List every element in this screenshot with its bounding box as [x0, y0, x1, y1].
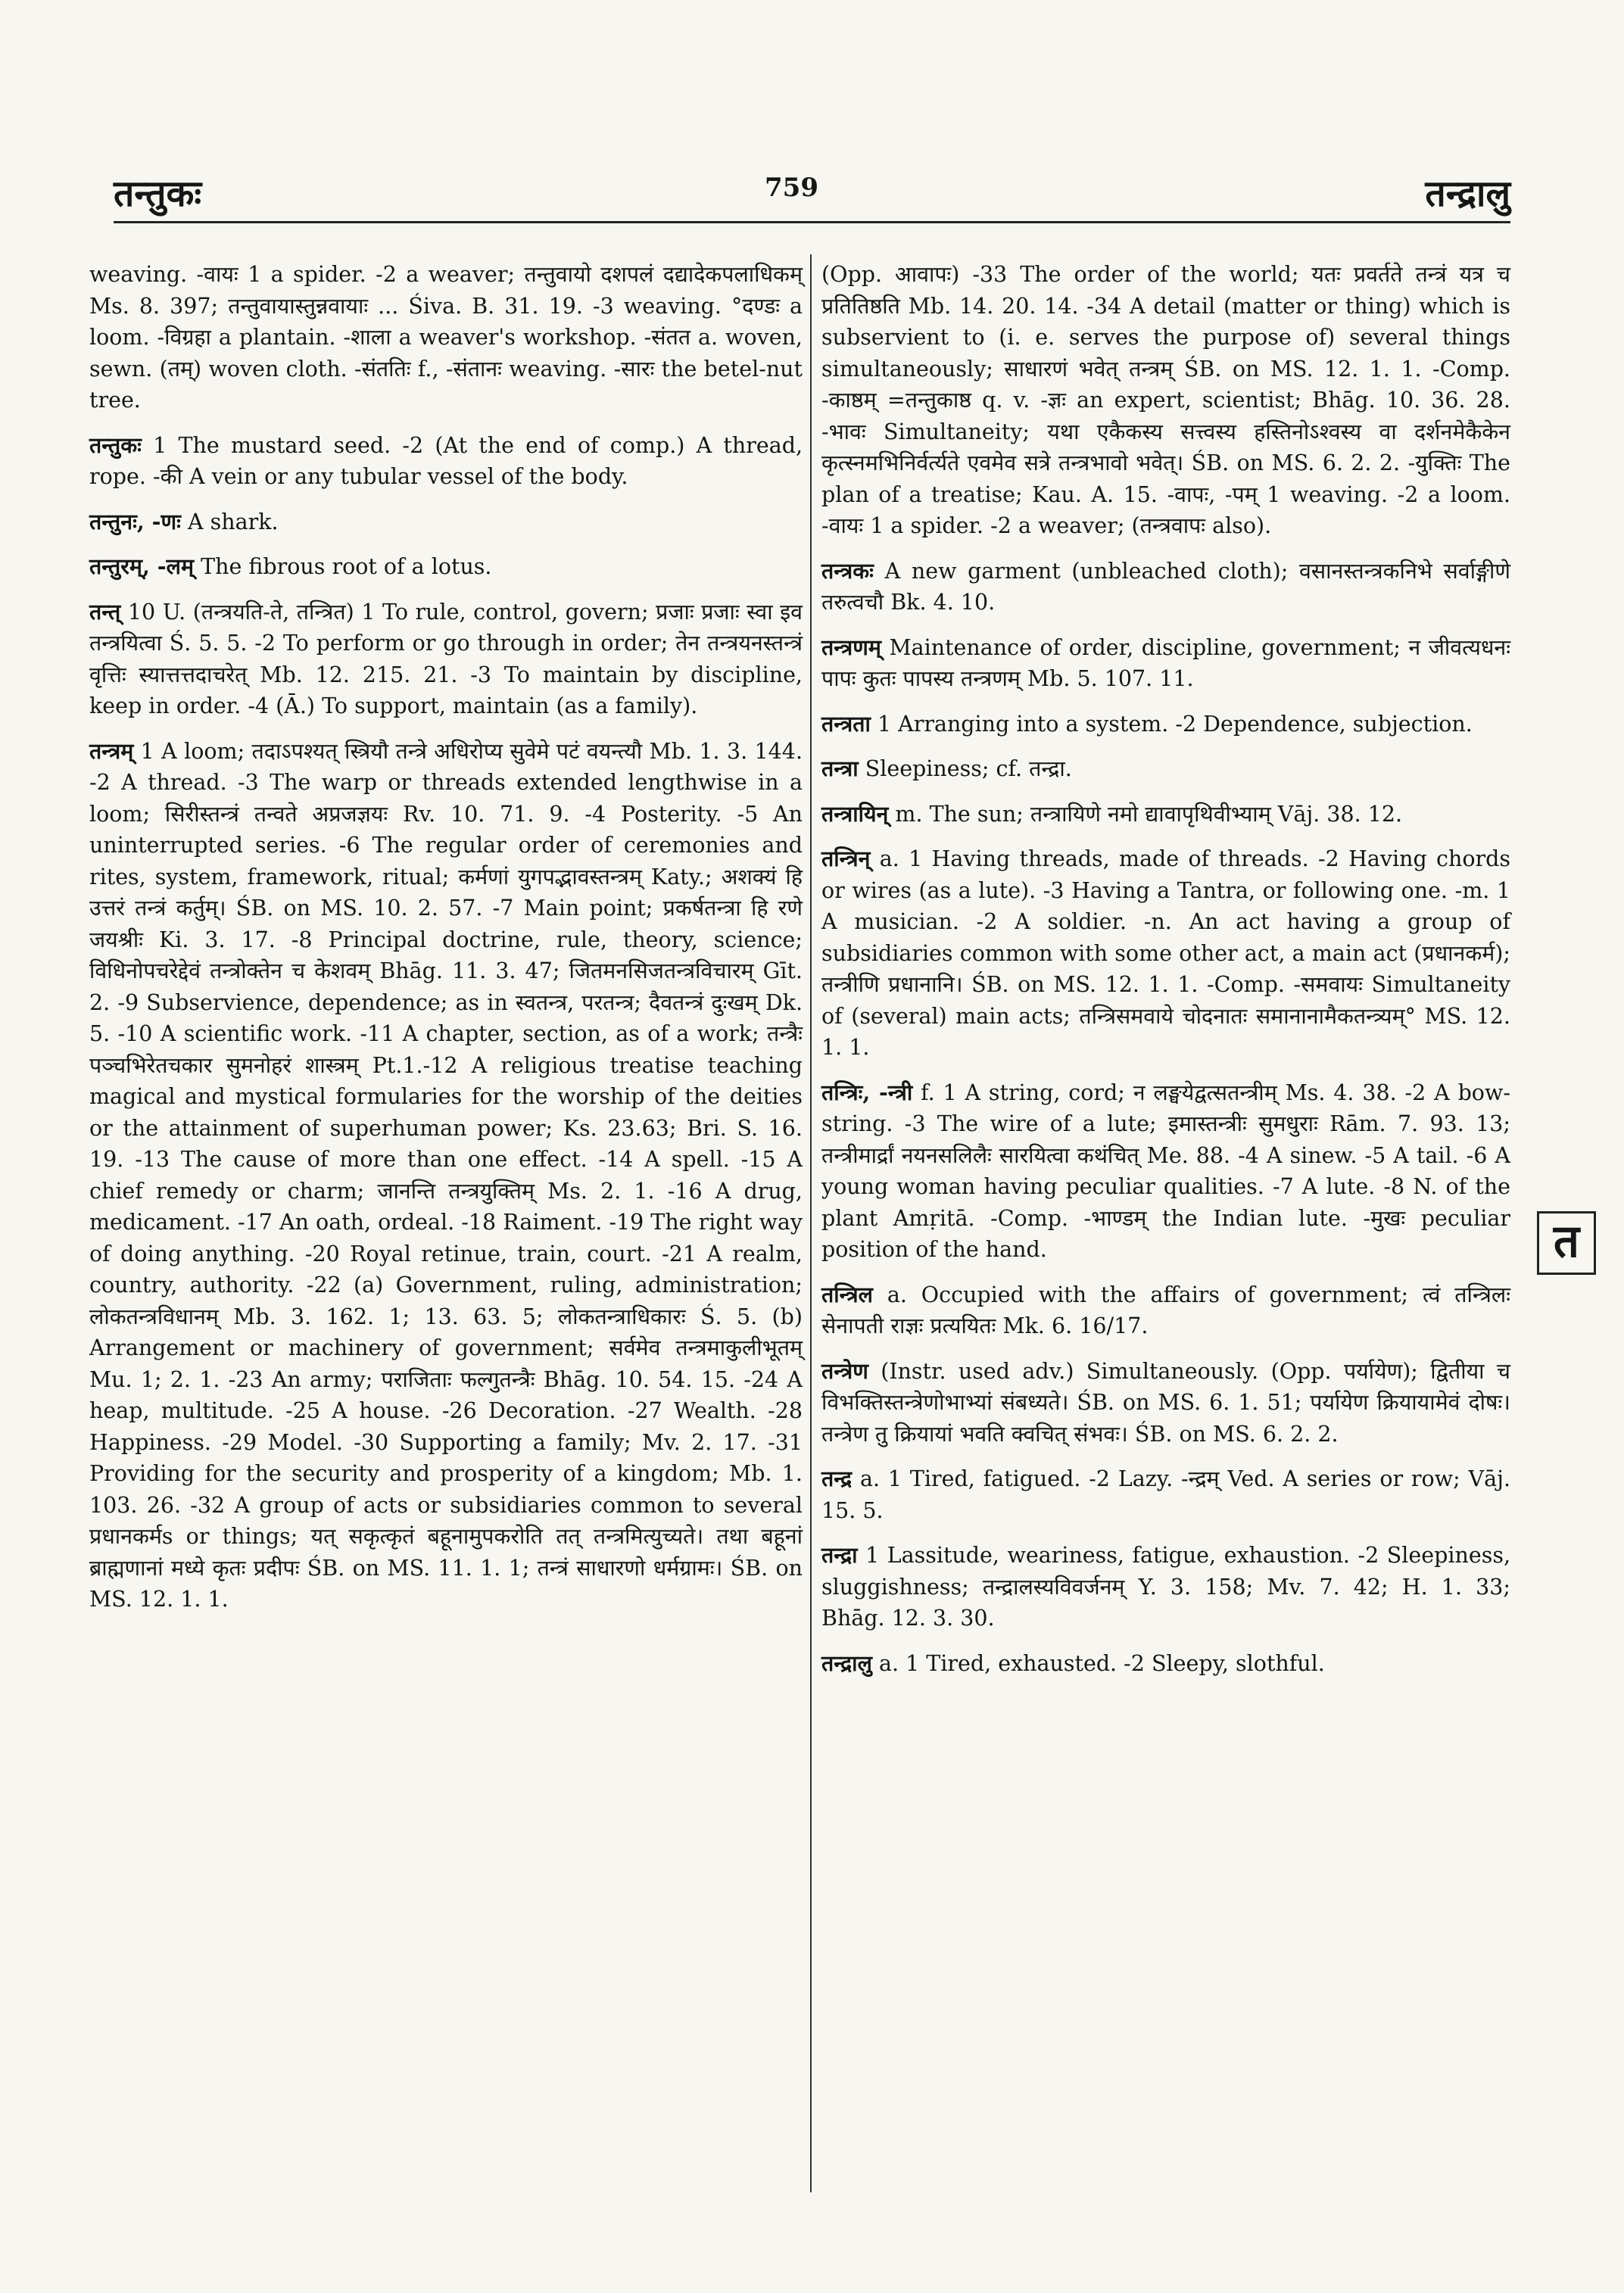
dictionary-entry [89, 736, 803, 1615]
entry-headword: तन्त्रिल [821, 1281, 873, 1307]
column-divider [810, 254, 812, 2192]
entry-headword: तन्त्रता [821, 710, 871, 737]
entry-definition: 1 Arranging into a system. -2 Dependence, subjection. [877, 711, 1473, 737]
dictionary-entry [89, 430, 803, 493]
dictionary-entry [821, 1540, 1510, 1634]
dictionary-entry [821, 1077, 1510, 1266]
entry-headword: तन्त्रिः, -न्त्री [821, 1079, 913, 1105]
dictionary-entry [821, 843, 1510, 1064]
dictionary-entry [821, 1648, 1510, 1680]
dictionary-entry [821, 556, 1510, 618]
right-column [821, 254, 1510, 1693]
entry-definition: A shark. [187, 509, 279, 534]
entry-definition: Sleepiness; cf. तन्द्रा. [865, 756, 1072, 781]
entry-headword: तन्द्रालु [821, 1650, 872, 1676]
entry-definition: f. 1 A string, cord; न लङ्घयेद्वत्सतन्त्रीम् Ms. 4. 38. -2 A bow-string. -3 The wire of a lute; इमास्तन्त्रीः सुमधुराः Rām. 7. 93. 13; तन्त्रीमार्द्रां नयनसलिलैः सारयित्वा कथंचित् Me. 88. -4 A sinew. -5 A tail. -6 A young woman having peculiar qualities. -7 A lute. -8 N. of the plant Amṛitā. -Comp. -भाण्डम् the Indian lute. -मुखः peculiar position of the hand. [821, 1080, 1510, 1262]
dictionary-entry [821, 753, 1510, 785]
entry-definition: a. 1 Tired, fatigued. -2 Lazy. -न्द्रम् Ved. A series or row; Vāj. 15. 5. [821, 1466, 1511, 1523]
entry-headword: तन्त्रकः [821, 557, 874, 584]
entry-definition: 1 The mustard seed. -2 (At the end of comp.) A thread, rope. -की A vein or any tubular vessel of the body. [89, 432, 803, 489]
dictionary-entry [821, 1356, 1510, 1450]
thumb-index-tab: त [1537, 1211, 1596, 1275]
entry-definition: The fibrous root of a lotus. [201, 554, 492, 579]
page-number: 759 [765, 173, 818, 203]
entry-definition: 10 U. (तन्त्रयति-ते, तन्त्रित) 1 To rule, control, govern; प्रजाः प्रजाः स्वा इव तन्त्रयित्वा Ś. 5. 5. -2 To perform or go through in order; तेन तन्त्रयनस्तन्त्रं वृत्तिः स्यात्तत्तदाचरेत् Mb. 12. 215. 21. -3 To maintain by discipline, keep in order. -4 (Ā.) To support, maintain (as a family). [89, 599, 803, 718]
header-rule [114, 221, 1510, 223]
dictionary-entry [821, 632, 1510, 695]
entry-headword: तन्त्रिन् [821, 846, 871, 871]
entry-definition: a. Occupied with the affairs of government; त्वं तन्त्रिलः सेनापती राज्ञः प्रत्ययितः Mk. 6. 16/17. [821, 1282, 1510, 1338]
left-column [89, 254, 803, 1629]
entry-headword: तन्त्रायिन् [821, 800, 889, 827]
entry-definition: m. The sun; तन्त्रायिणे नमो द्यावापृथिवीभ्याम् Vāj. 38. 12. [895, 801, 1403, 827]
dictionary-entry [821, 799, 1510, 830]
entry-headword: तन्द्रा [821, 1542, 858, 1568]
entry-headword: तन्त्रणम् [821, 634, 881, 660]
entry-definition: Maintenance of order, discipline, government; न जीवत्यधनः पापः कुतः पापस्य तन्त्रणम् Mb. 5. 107. 11. [821, 634, 1510, 691]
entry-headword: तन्त्रेण [821, 1357, 868, 1384]
dictionary-entry [89, 506, 803, 538]
left-running-headword: तन्तुकः [114, 173, 202, 215]
entry-headword: तन्तुकः [89, 431, 142, 458]
dictionary-entry [821, 709, 1510, 740]
entry-definition: a. 1 Having threads, made of threads. -2 Having chords or wires (as a lute). -3 Having a Tantra, or following one. -m. 1 A musician. -2 A soldier. -n. An act having a group of subsidiaries common with some other act, a main act (प्रधानकर्म); तन्त्रीणि प्रधानानि। ŚB. on MS. 12. 1. 1. -Comp. -समवायः Simultaneity of (several) main acts; तन्त्रिसमवाये चोदनातः समानानामैकतन्त्र्यम्° MS. 12. 1. 1. [821, 846, 1510, 1060]
dictionary-entry [821, 1279, 1510, 1342]
entry-headword: तन्त्रा [821, 756, 859, 781]
entry-definition: 1 Lassitude, weariness, fatigue, exhaustion. -2 Sleepiness, sluggishness; तन्द्रालस्यविवर्जनम् Y. 3. 158; Mv. 7. 42; H. 1. 33; Bhāg. 12. 3. 30. [821, 1543, 1511, 1631]
entry-definition: 1 A loom; तदाऽपश्यत् स्त्रियौ तन्त्रे अधिरोप्य सुवेमे पटं वयन्त्यौ Mb. 1. 3. 144. -2 A thread. -3 The warp or threads extended lengthwise in a loom; सिरीस्तन्त्रं तन्वते अप्रजज्ञयः Rv. 10. 71. 9. -4 Posterity. -5 An uninterrupted series. -6 The regular order of ceremonies and rites, system, framework, ritual; कर्मणां युगपद्भावस्तन्त्रम् Katy.; अशक्यं हि उत्तरं तन्त्रं कर्तुम्। ŚB. on MS. 10. 2. 57. -7 Main point; प्रकर्षतन्त्रा हि रणे जयश्रीः Ki. 3. 17. -8 Principal doctrine, rule, theory, science; विधिनोपचरेद्देवं तन्त्रोक्तेन च केशवम् Bhāg. 11. 3. 47; जितमनसिजतन्त्रविचारम् Gīt. 2. -9 Subservience, dependence; as in स्वतन्त्र, परतन्त्र; दैवतन्त्रं दुःखम् Dk. 5. -10 A scientific work. -11 A chapter, section, as of a work; तन्त्रैः पञ्चभिरेतचकार सुमनोहरं शास्त्रम् Pt.1.-12 A religious treatise teaching magical and mystical formularies for the worship of the deities or the attainment of superhuman power; Ks. 23.63; Bri. S. 16. 19. -13 The cause of more than one effect. -14 A spell. -15 A chief remedy or charm; जानन्ति तन्त्रयुक्तिम् Ms. 2. 1. -16 A drug, medicament. -17 An oath, ordeal. -18 Raiment. -19 The right way of doing anything. -20 Royal retinue, train, court. -21 A realm, country, authority. -22 (a) Government, ruling, administration; लोकतन्त्रविधानम् Mb. 3. 162. 1; 13. 63. 5; लोकतन्त्राधिकारः Ś. 5. (b) Arrangement or machinery of government; सर्वमेव तन्त्रमाकुलीभूतम् Mu. 1; 2. 1. -23 An army; पराजिताः फल्गुतन्त्रैः Bhāg. 10. 54. 15. -24 A heap, multitude. -25 A house. -26 Decoration. -27 Wealth. -28 Happiness. -29 Model. -30 Supporting a family; Mv. 2. 17. -31 Providing for the security and prosperity of a kingdom; Mb. 1. 103. 26. -32 A group of acts or subsidiaries common to several प्रधानकर्मs or things; यत् सकृत्कृतं बहूनामुपकरोति तत् तन्त्रमित्युच्यते। तथा बहूनां ब्राह्मणानां मध्ये कृतः प्रदीपः ŚB. on MS. 11. 1. 1; तन्त्रं साधारणो धर्मग्रामः। ŚB. on MS. 12. 1. 1. [89, 738, 803, 1612]
entry-definition: (Instr. used adv.) Simultaneously. (Opp. पर्यायेण); द्वितीया च विभक्तिस्तन्त्रेणोभाभ्यां संबध्यते। ŚB. on MS. 6. 1. 51; पर्यायेण क्रियायामेवं दोषः। तन्त्रेण तु क्रियायां भवति क्वचित् संभवः। ŚB. on MS. 6. 2. 2. [821, 1358, 1510, 1447]
continued-entry: weaving. -वायः 1 a spider. -2 a weaver; तन्तुवायो दशपलं दद्यादेकपलाधिकम् Ms. 8. 397; तन्तुवायास्तुन्नवायाः ... Śiva. B. 31. 19. -3 weaving. °दण्डः a loom. -विग्रहा a plantain. -शाला a weaver's workshop. -संतत a. woven, sewn. (तम्) woven cloth. -संततिः f., -संतानः weaving. -सारः the betel-nut tree. [89, 262, 803, 413]
dictionary-entry [821, 1463, 1510, 1526]
dictionary-entry [89, 551, 803, 583]
entry-headword: तन्त् [89, 598, 121, 625]
entry-headword: तन्त्रम् [89, 737, 134, 764]
right-running-headword: तन्द्रालु [1425, 173, 1510, 215]
entry-headword: तन्तुरम्, -लम् [89, 553, 195, 579]
entry-definition: A new garment (unbleached cloth); वसानस्तन्त्रकनिभे सर्वाङ्गीणे तरुत्वचौ Bk. 4. 10. [821, 558, 1511, 615]
dictionary-entry [89, 597, 803, 722]
page-header [114, 168, 1510, 221]
continued-entry: (Opp. आवापः) -33 The order of the world; यतः प्रवर्तते तन्त्रं यत्र च प्रतितिष्ठति Mb. 14. 20. 14. -34 A detail (matter or thing) which is subservient to (i. e. serves the purpose of) several things simultaneously; साधारणं भवेत् तन्त्रम् ŚB. on MS. 12. 1. 1. -Comp. -काष्ठम् =तन्तुकाष्ठ q. v. -ज्ञः an expert, scientist; Bhāg. 10. 36. 28. -भावः Simultaneity; यथा एकैकस्य सत्त्वस्य हस्तिनोऽश्वस्य वा दर्शनमेकैकेन कृत्स्नमभिनिर्वर्त्यते एवमेव सत्रे तन्त्रभावो भवेत्। ŚB. on MS. 6. 2. 2. -युक्तिः The plan of a treatise; Kau. A. 15. -वापः, -पम् 1 weaving. -2 a loom. -वायः 1 a spider. -2 a weaver; (तन्त्रवापः also). [821, 262, 1510, 538]
entry-headword: तन्तुनः, -णः [89, 508, 181, 534]
entry-headword: तन्द्र [821, 1466, 853, 1491]
entry-definition: a. 1 Tired, exhausted. -2 Sleepy, slothful. [878, 1650, 1325, 1676]
